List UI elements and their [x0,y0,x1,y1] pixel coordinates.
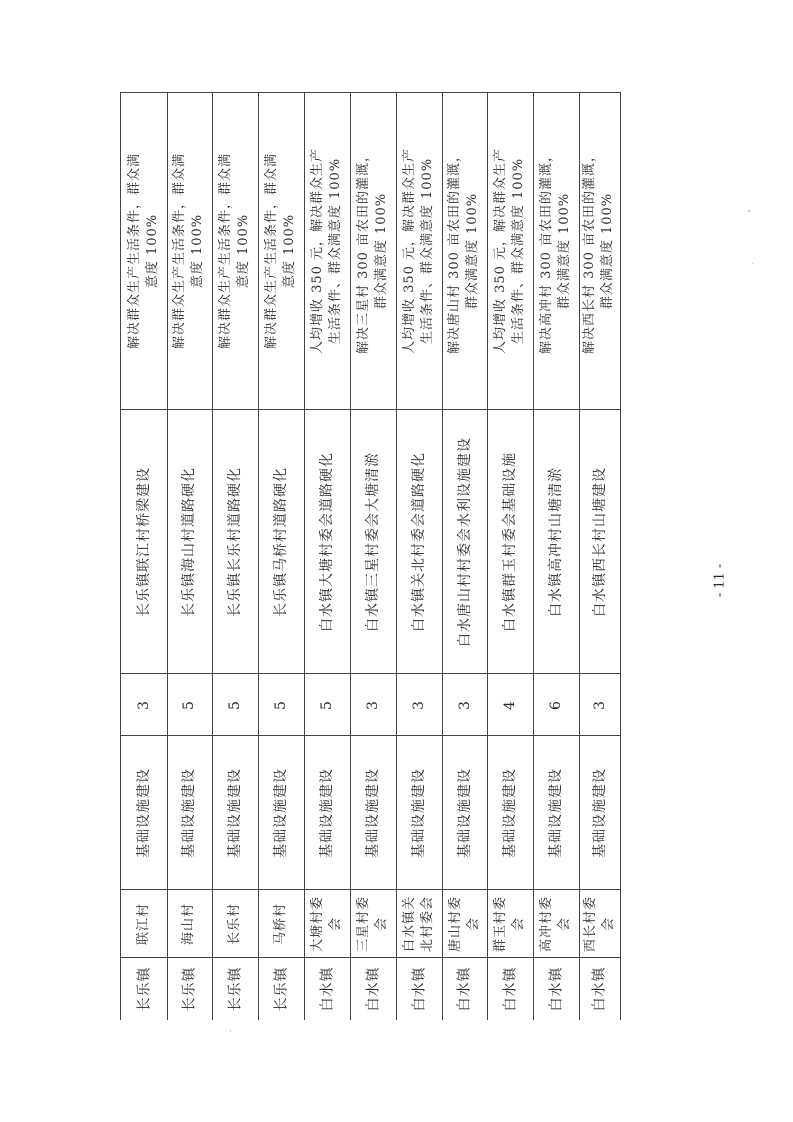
cell-village [396,890,442,958]
village-line: 三星村委 [356,895,372,952]
cell-benefit [533,92,579,410]
table-row [350,92,397,1020]
cell-project [258,410,304,674]
village-line: 海山村 [180,902,196,945]
village-line: 长乐村 [226,902,242,945]
cell-category [533,736,579,890]
cell-amount [212,674,258,736]
project-text: 长乐镇马桥村道路硬化 [273,466,289,617]
cell-category [396,736,442,890]
village-line: 高冲村委 [539,895,555,952]
cell-village [121,890,167,958]
cell-benefit [396,92,442,410]
benefit-line: 意度 100% [282,213,298,288]
village-line: 会 [600,916,616,931]
village-line: 北村委会 [420,895,436,952]
benefit-line: 人均增收 350 元，解决群众生产 [310,147,326,354]
cell-amount [533,674,579,736]
benefit-text [447,147,483,353]
cell-category [166,736,212,890]
cell-town [121,958,167,1020]
village-line: 会 [465,916,481,931]
cell-town [442,958,487,1020]
category-text: 基础设施建设 [273,767,289,858]
project-text: 白水镇群玉村委会基础设施 [502,451,518,632]
town-text: 白水镇 [502,966,518,1012]
benefit-line: 意度 100% [190,213,206,288]
cell-village [350,890,396,958]
benefit-text [538,147,574,353]
cell-category [579,736,620,890]
cell-amount [442,674,487,736]
amount-text: 3 [456,699,473,710]
town-text: 白水镇 [548,966,564,1012]
cell-project [166,410,212,674]
cell-town [212,958,258,1020]
benefit-line: 群众满意度 100% [600,192,616,309]
project-text: 白水镇大塘村委会道路硬化 [319,451,335,632]
cell-project [304,410,350,674]
cell-benefit [212,92,258,410]
cell-amount [258,674,304,736]
village-text [447,895,483,951]
village-line: 会 [511,916,527,931]
benefit-line: 生活条件、群众满意度 100% [328,157,344,344]
town-text: 白水镇 [365,966,381,1012]
benefit-text [171,152,207,348]
project-text: 长乐镇长乐村道路硬化 [227,466,243,617]
town-text: 长乐镇 [136,966,152,1012]
category-text: 基础设施建设 [227,767,243,858]
cell-amount [166,674,212,736]
cell-town [258,958,304,1020]
cell-project [533,410,579,674]
benefit-line: 解决群众生产生活条件，群众满 [172,152,188,349]
benefit-line: 解决群众生产生活条件，群众满 [127,152,143,349]
category-text: 基础设施建设 [365,767,381,858]
category-text: 基础设施建设 [181,767,197,858]
category-text: 基础设施建设 [456,767,473,858]
village-text [538,895,574,951]
village-line: 会 [557,916,573,931]
table-row [304,92,351,1020]
category-text: 基础设施建设 [319,767,335,858]
cell-benefit [121,92,167,410]
project-text: 白水镇三星村委会大塘清淤 [365,451,381,632]
benefit-line: 群众满意度 100% [557,192,573,309]
benefit-line: 解决三星村 300 亩农田的灌溉， [356,147,372,354]
village-line: 联江村 [135,902,151,945]
cell-project [487,410,533,674]
town-text: 长乐镇 [227,966,243,1012]
amount-text: 6 [547,699,564,710]
project-text: 白水镇关北村委会道路硬化 [411,451,427,632]
cell-amount [579,674,620,736]
benefit-line: 意度 100% [145,213,161,288]
cell-category [304,736,350,890]
benefit-line: 生活条件、群众满意度 100% [511,157,527,344]
amount-text: 5 [318,699,335,710]
cell-village [304,890,350,958]
town-text: 白水镇 [456,966,473,1012]
benefit-line: 解决西长村 300 亩农田的灌溉， [582,147,598,354]
cell-village [166,890,212,958]
table-row [258,92,305,1020]
amount-text: 3 [591,699,608,710]
benefit-text [401,147,437,353]
cell-village [212,890,258,958]
cell-amount [396,674,442,736]
town-text: 白水镇 [591,966,608,1012]
cell-town [350,958,396,1020]
cell-village [487,890,533,958]
scan-speck [748,210,750,212]
village-line: 群玉村委 [493,895,509,952]
benefit-line: 群众满意度 100% [374,192,390,309]
amount-text: 3 [135,699,152,710]
benefit-text [126,152,162,348]
benefit-line: 解决唐山村 300 亩农田的灌溉， [447,147,463,354]
village-line: 唐山村委 [447,895,463,952]
cell-town [304,958,350,1020]
cell-town [579,958,620,1020]
cell-town [487,958,533,1020]
town-text: 白水镇 [319,966,335,1012]
cell-benefit [350,92,396,410]
benefit-text [582,147,618,353]
cell-amount [350,674,396,736]
cell-category [258,736,304,890]
cell-village [533,890,579,958]
benefit-text [492,147,528,353]
table-row [212,92,259,1020]
amount-text: 5 [272,699,289,710]
amount-text: 3 [364,699,381,710]
village-line: 大塘村委 [310,895,326,952]
cell-benefit [487,92,533,410]
village-line: 白水镇关 [402,895,418,952]
amount-text: 5 [226,699,243,710]
benefit-line: 解决群众生产生活条件，群众满 [218,152,234,349]
cell-category [350,736,396,890]
cell-benefit [258,92,304,410]
cell-amount [487,674,533,736]
village-text [180,902,198,944]
cell-village [579,890,620,958]
village-text [492,895,528,951]
category-text: 基础设施建设 [502,767,518,858]
cell-town [166,958,212,1020]
scan-speck [752,263,753,264]
cell-benefit [442,92,487,410]
project-text: 白水镇西长村山塘建设 [591,466,608,617]
cell-village [258,890,304,958]
table-row [120,92,168,1020]
table-row [487,92,534,1020]
project-text: 白水镇高冲村山塘清淤 [548,466,564,617]
cell-benefit [166,92,212,410]
project-text: 长乐镇联江村桥梁建设 [136,466,152,617]
benefit-line: 意度 100% [236,213,252,288]
table-row [396,92,443,1020]
table-row [166,92,213,1020]
category-text: 基础设施建设 [411,767,427,858]
village-text [401,895,437,951]
village-line: 会 [328,916,344,931]
village-text [582,895,618,951]
village-line: 马桥村 [272,902,288,945]
amount-text: 5 [180,699,197,710]
village-line: 西长村委 [582,895,598,952]
cell-category [442,736,487,890]
cell-category [121,736,167,890]
cell-project [350,410,396,674]
benefit-line: 生活条件、群众满意度 100% [420,157,436,344]
table-row [442,92,488,1020]
category-text: 基础设施建设 [136,767,152,858]
cell-project [442,410,487,674]
village-text [355,895,391,951]
amount-text: 3 [410,699,427,710]
cell-category [487,736,533,890]
cell-amount [304,674,350,736]
cell-benefit [304,92,350,410]
cell-project [396,410,442,674]
benefit-line: 人均增收 350 元，解决群众生产 [402,147,418,354]
page-number-text: - 11 - [712,563,728,597]
benefit-text [263,152,299,348]
project-table [120,92,620,1020]
category-text: 基础设施建设 [548,767,564,858]
scan-speck [230,1030,231,1032]
benefit-text [309,147,345,353]
category-text: 基础设施建设 [591,767,608,858]
benefit-line: 解决群众生产生活条件，群众满 [264,152,280,349]
cell-town [533,958,579,1020]
village-text [135,902,153,944]
page-number [700,560,740,600]
town-text: 长乐镇 [273,966,289,1012]
village-line: 会 [374,916,390,931]
cell-village [442,890,487,958]
benefit-line: 群众满意度 100% [465,192,481,309]
amount-text: 4 [501,699,518,710]
village-text [309,895,345,951]
cell-amount [121,674,167,736]
table-row [533,92,580,1020]
cell-project [579,410,620,674]
cell-project [121,410,167,674]
village-text [226,902,244,944]
project-text: 白水唐山村村委会水利设施建设 [456,436,473,647]
benefit-text [217,152,253,348]
benefit-text [355,147,391,353]
project-text: 长乐镇海山村道路硬化 [181,466,197,617]
cell-category [212,736,258,890]
town-text: 长乐镇 [181,966,197,1012]
village-text [272,902,290,944]
table-row [579,92,621,1020]
town-text: 白水镇 [411,966,427,1012]
cell-benefit [579,92,620,410]
benefit-line: 人均增收 350 元，解决群众生产 [493,147,509,354]
cell-town [396,958,442,1020]
benefit-line: 解决高冲村 300 亩农田的灌溉， [539,147,555,354]
cell-project [212,410,258,674]
